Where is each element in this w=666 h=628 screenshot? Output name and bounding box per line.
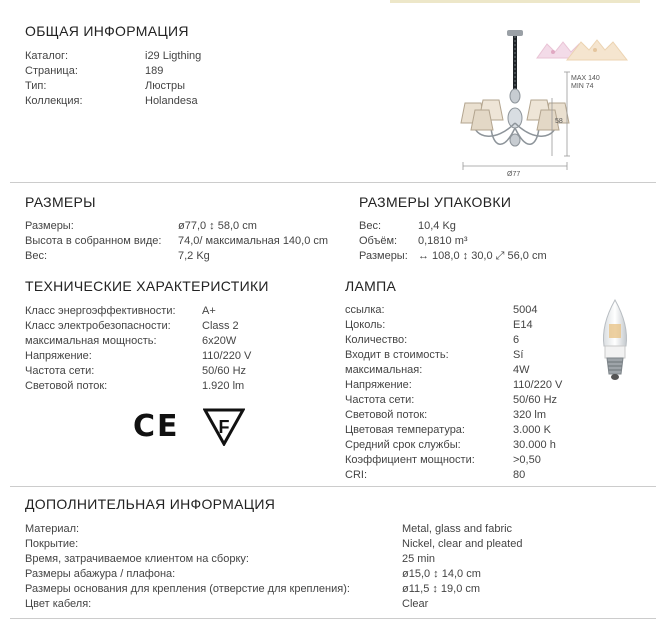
- packaging-title: РАЗМЕРЫ УПАКОВКИ: [359, 194, 512, 210]
- max-height-label: MAX 140: [571, 75, 600, 82]
- lamp-label: Средний срок службы:: [345, 439, 461, 451]
- min-height-label: MIN 74: [571, 83, 594, 90]
- f-mark-letter: F: [218, 417, 230, 437]
- dimensions-value: ø77,0 ↕ 58,0 cm: [178, 220, 257, 232]
- lamp-value: 320 lm: [513, 409, 547, 421]
- lamp-label: Количество:: [345, 334, 408, 346]
- additional-value: ø11,5 ↕ 19,0 cm: [402, 583, 481, 595]
- additional-value: Clear: [402, 598, 429, 610]
- additional-title: ДОПОЛНИТЕЛЬНАЯ ИНФОРМАЦИЯ: [25, 496, 276, 512]
- top-accent-bar: [390, 0, 640, 3]
- lamp-label: Цоколь:: [345, 319, 386, 331]
- general-label: Каталог:: [25, 50, 69, 62]
- additional-value: 25 min: [402, 553, 436, 565]
- additional-value: ø15,0 ↕ 14,0 cm: [402, 568, 481, 580]
- ce-mark-icon: CE: [133, 409, 180, 444]
- lamp-value: 5004: [513, 304, 538, 316]
- technical-label: Напряжение:: [25, 350, 92, 362]
- lamp-value: 30.000 h: [513, 439, 556, 451]
- lamp-value: 6: [513, 334, 520, 346]
- technical-label: Частота сети:: [25, 365, 95, 377]
- height-dim-label: 58: [555, 118, 563, 125]
- packaging-value: 10,4 Kg: [418, 220, 456, 232]
- additional-label: Размеры основания для крепления (отверстие для крепления):: [25, 583, 350, 595]
- technical-value: 50/60 Hz: [202, 365, 247, 377]
- packaging-value: ↔ 108,0 ↕ 30,0 ⤢ 56,0 cm: [418, 250, 547, 262]
- general-value: i29 Ligthing: [145, 50, 202, 62]
- packaging-value: 0,1810 m³: [418, 235, 468, 247]
- general-title: ОБЩАЯ ИНФОРМАЦИЯ: [25, 23, 189, 39]
- general-label: Коллекция:: [25, 95, 83, 107]
- additional-label: Материал:: [25, 523, 80, 535]
- general-value: 189: [145, 65, 164, 77]
- lamp-label: Напряжение:: [345, 379, 412, 391]
- additional-label: Покрытие:: [25, 538, 79, 550]
- f-mark-icon: [203, 408, 245, 446]
- lamp-label: Частота сети:: [345, 394, 415, 406]
- general-value: Holandesa: [145, 95, 198, 107]
- technical-label: максимальная мощность:: [25, 335, 157, 347]
- lamp-label: CRI:: [345, 469, 367, 481]
- divider: [10, 618, 656, 619]
- lamp-label: Входит в стоимость:: [345, 349, 449, 361]
- dimensions-value: 74,0/ максимальная 140,0 cm: [178, 235, 329, 247]
- additional-label: Размеры абажура / плафона:: [25, 568, 176, 580]
- technical-value: 6x20W: [202, 335, 237, 347]
- technical-value: A+: [202, 305, 216, 317]
- additional-label: Время, затрачиваемое клиентом на сборку:: [25, 553, 249, 565]
- dimensions-title: РАЗМЕРЫ: [25, 194, 96, 210]
- lamp-label: максимальная:: [345, 364, 423, 376]
- dimensions-label: Высота в собранном виде:: [25, 235, 162, 247]
- packaging-label: Объём:: [359, 235, 398, 247]
- packaging-label: Вес:: [359, 220, 382, 232]
- lamp-value: Sí: [513, 349, 524, 361]
- lamp-title: ЛАМПА: [345, 278, 397, 294]
- additional-value: Nickel, clear and pleated: [402, 538, 523, 550]
- divider: [10, 182, 656, 183]
- lamp-bulb-image: [596, 298, 634, 386]
- lamp-value: 50/60 Hz: [513, 394, 558, 406]
- lamp-value: 110/220 V: [513, 379, 563, 391]
- lamp-value: 3.000 K: [513, 424, 551, 436]
- technical-label: Класс электробезопасности:: [25, 320, 171, 332]
- lamp-value: E14: [513, 319, 533, 331]
- dimensions-value: 7,2 Kg: [178, 250, 210, 262]
- lamp-label: Световой поток:: [345, 409, 428, 421]
- additional-value: Metal, glass and fabric: [402, 523, 513, 535]
- lamp-label: Цветовая температура:: [345, 424, 465, 436]
- general-label: Страница:: [25, 65, 78, 77]
- lamp-value: 4W: [513, 364, 530, 376]
- dimensions-label: Размеры:: [25, 220, 74, 232]
- general-value: Люстры: [145, 80, 186, 92]
- additional-label: Цвет кабеля:: [25, 598, 92, 610]
- lamp-value: 80: [513, 469, 526, 481]
- lamp-value: >0,50: [513, 454, 541, 466]
- width-dim-label: Ø77: [507, 171, 521, 178]
- general-label: Тип:: [25, 80, 47, 92]
- dimensions-label: Вес:: [25, 250, 48, 262]
- technical-label: Световой поток:: [25, 380, 108, 392]
- technical-value: 1.920 lm: [202, 380, 245, 392]
- chandelier-drawing: [455, 28, 645, 178]
- lamp-label: ссылка:: [345, 304, 385, 316]
- packaging-label: Размеры:: [359, 250, 408, 262]
- technical-title: ТЕХНИЧЕСКИЕ ХАРАКТЕРИСТИКИ: [25, 278, 269, 294]
- divider: [10, 486, 656, 487]
- brand-logo: [537, 40, 627, 60]
- lamp-label: Коэффициент мощности:: [345, 454, 475, 466]
- technical-label: Класс энергоэффективности:: [25, 305, 176, 317]
- technical-value: 110/220 V: [202, 350, 252, 362]
- technical-value: Class 2: [202, 320, 239, 332]
